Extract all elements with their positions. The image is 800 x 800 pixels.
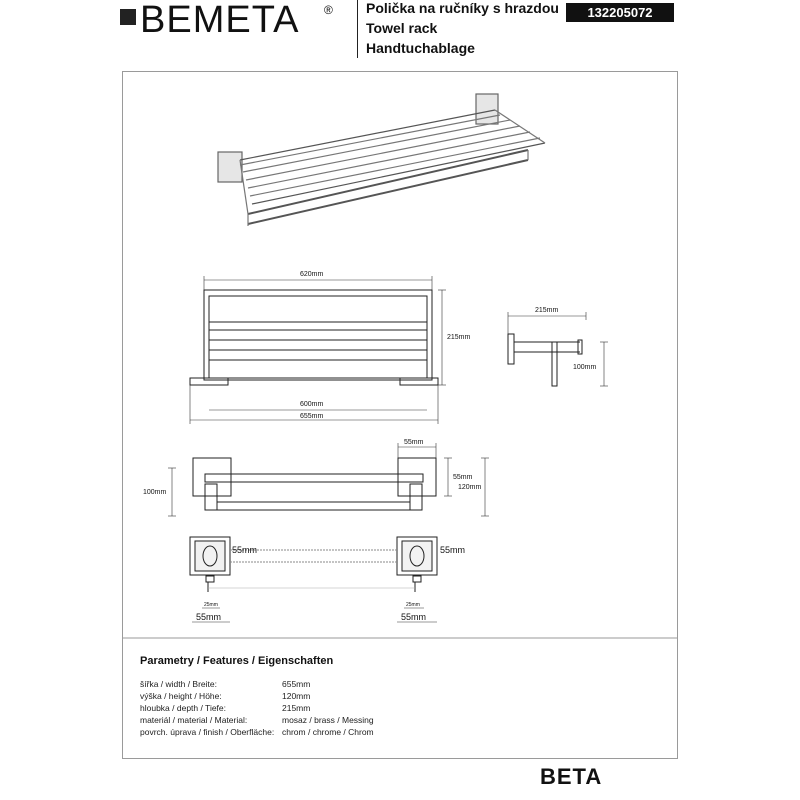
feature-label-width: šířka / width / Breite: <box>140 679 217 689</box>
dim-plate-left: 55mm <box>232 545 258 555</box>
feature-value-width: 655mm <box>282 679 311 689</box>
dim-bracket-side: 55mm <box>453 474 473 481</box>
dim-plate-bottom-right: 55mm <box>401 612 427 622</box>
feature-value-depth: 215mm <box>282 703 311 713</box>
feature-label-finish: povrch. úprava / finish / Oberfläche: <box>140 727 275 737</box>
dim-plate-bottom-left: 55mm <box>196 612 222 622</box>
product-title-cz: Polička na ručníky s hrazdou <box>366 0 559 16</box>
features-title: Parametry / Features / Eigenschaften <box>140 655 334 667</box>
top-view <box>193 458 436 510</box>
feature-value-height: 120mm <box>282 691 311 701</box>
product-code-badge: 132205072 <box>566 3 674 22</box>
feature-value-finish: chrom / chrome / Chrom <box>282 727 374 737</box>
product-series: BETA <box>540 764 603 789</box>
feature-value-material: mosaz / brass / Messing <box>282 715 374 725</box>
registered-mark: ® <box>324 3 333 17</box>
dim-bracket-top: 55mm <box>404 439 424 446</box>
dim-total-height: 120mm <box>458 484 482 491</box>
dim-width-top: 620mm <box>300 271 324 278</box>
dim-inner-width: 600mm <box>300 401 324 408</box>
dim-depth: 215mm <box>535 307 559 314</box>
feature-label-depth: hloubka / depth / Tiefe: <box>140 703 227 713</box>
front-view <box>190 290 438 385</box>
dim-left-height: 100mm <box>143 489 167 496</box>
dim-height-side: 215mm <box>447 334 471 341</box>
dim-side-height: 100mm <box>573 364 597 371</box>
product-illustration <box>218 94 545 226</box>
dim-small-left: 25mm <box>204 602 218 608</box>
dim-plate-right: 55mm <box>440 545 466 555</box>
feature-label-material: materiál / material / Material: <box>140 715 248 725</box>
side-view-dimensions <box>508 312 608 386</box>
product-title-de: Handtuchablage <box>366 40 475 56</box>
product-title-en: Towel rack <box>366 20 438 36</box>
brand-logo: BEMETA <box>140 0 300 41</box>
side-view <box>508 334 582 386</box>
dim-small-right: 25mm <box>406 602 420 608</box>
feature-label-height: výška / height / Höhe: <box>140 691 222 701</box>
dim-total-width: 655mm <box>300 413 324 420</box>
top-view-dimensions <box>168 443 489 516</box>
wall-plate-view <box>190 537 437 592</box>
